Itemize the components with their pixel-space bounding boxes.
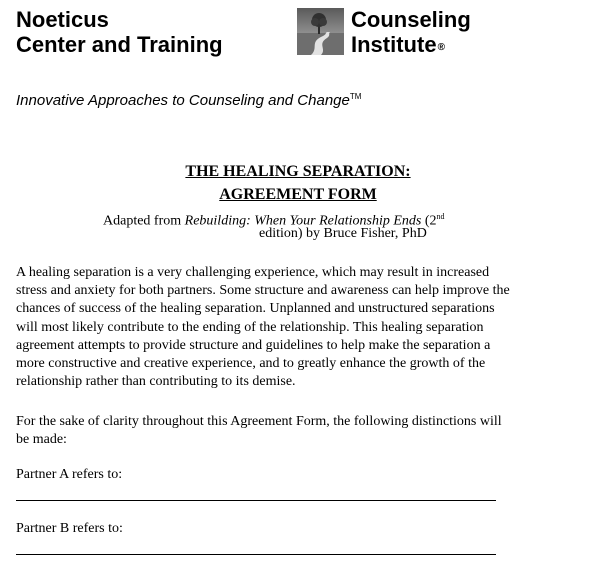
organization-name-left xyxy=(16,7,223,57)
org-name-line-3: Counseling xyxy=(351,7,471,32)
adaptation-credit-line-2: edition) by Bruce Fisher, PhD xyxy=(259,226,427,241)
landscape-logo-icon xyxy=(297,8,344,55)
org-name-institute: Institute xyxy=(351,32,437,57)
partner-b-field[interactable] xyxy=(16,554,496,555)
organization-name-right xyxy=(351,7,471,60)
partner-b-label: Partner B refers to: xyxy=(16,521,123,536)
org-name-line-2: Center and Training xyxy=(16,32,223,57)
intro-paragraph xyxy=(16,264,510,391)
paragraph-line: more constructive and creative experience, and to greatly enhance the growth of the xyxy=(16,356,486,372)
adapted-prefix: Adapted from xyxy=(103,213,185,229)
paragraph-line: stress and anxiety for both partners. Some structure and awareness can help improve the xyxy=(16,283,510,299)
trademark-mark: TM xyxy=(349,92,362,101)
paragraph-line: will most likely contribute to the ending of the relationship. This healing separation xyxy=(16,319,484,335)
clarity-paragraph xyxy=(16,413,502,449)
paragraph-line: chances of success of the healing separation. Unplanned and unstructured separations xyxy=(16,301,495,317)
edition-open: (2 xyxy=(421,213,437,229)
registered-mark: ® xyxy=(437,42,445,53)
book-title: Rebuilding: When Your Relationship Ends xyxy=(184,213,422,229)
tagline xyxy=(16,92,361,109)
document-title-line-2: AGREEMENT FORM xyxy=(219,186,377,203)
edition-suffix: nd xyxy=(436,212,445,221)
paragraph-line: relationship rather than contributing to its demise. xyxy=(16,374,296,390)
paragraph-line: A healing separation is a very challenging experience, which may result in increased xyxy=(16,265,490,280)
partner-a-field[interactable] xyxy=(16,500,496,501)
paragraph-line: agreement attempts to provide structure and guidelines to help make the separation a xyxy=(16,337,491,353)
org-name-line-4 xyxy=(351,32,471,60)
partner-a-label: Partner A refers to: xyxy=(16,467,123,482)
document-title-line-1: THE HEALING SEPARATION: xyxy=(185,163,411,180)
paragraph-line: For the sake of clarity throughout this Agreement Form, the following distinctions will xyxy=(16,414,502,429)
org-name-line-1: Noeticus xyxy=(16,7,109,32)
tagline-text: Innovative Approaches to Counseling and Change xyxy=(16,92,350,109)
paragraph-line: be made: xyxy=(16,432,67,448)
